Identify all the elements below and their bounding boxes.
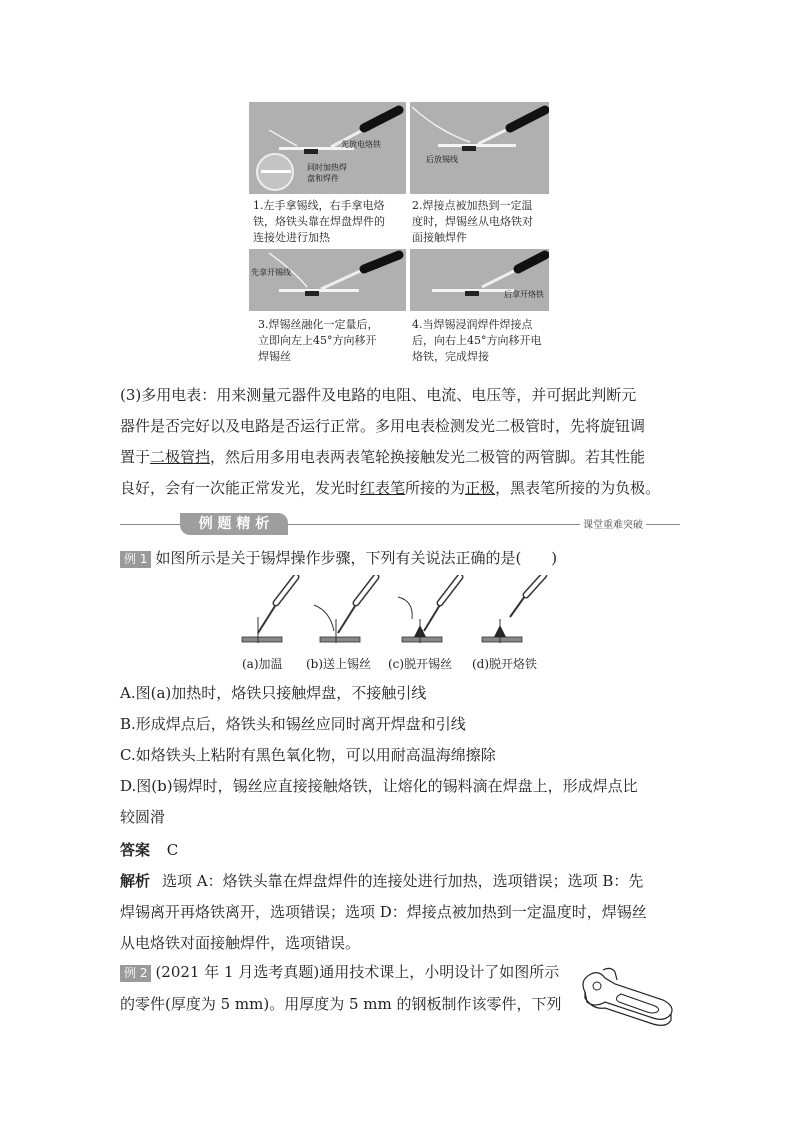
underlined-term: 二极管挡 (150, 448, 211, 466)
section-title-tab (180, 513, 288, 535)
part-drawing (575, 962, 681, 1028)
photo-tag: 盘和焊件 (307, 174, 339, 183)
photo-step-2 (410, 102, 549, 194)
example1-answer (120, 836, 178, 864)
photo-step-4 (410, 249, 549, 311)
section-title: 例 题 精 析 (198, 516, 270, 532)
example1-options (120, 678, 680, 833)
multimeter-paragraph: (3)多用电表：用来测量元器件及电路的电阻、电流、电压等，并可据此判断元 器件是否完好以及电路是否运行正常。多用电表检测发光二极管时，先将旋钮调 置于二极管挡，然后用多用电表两表笔轮换接触发光二极管的两管脚。若其性能 良好，会有一次能正常发光，发光时红表笔所接的为正极，黑表笔所接的为负极。 (120, 386, 661, 497)
option-c: C.如烙铁头上粘附有黑色氧化物，可以用耐高温海绵擦除 (120, 746, 496, 764)
option-d-cont: 较圆滑 (120, 808, 166, 826)
photo-step-3 (249, 249, 406, 311)
photo-tag: 先放电烙铁 (341, 140, 381, 149)
option-b: B.形成焊点后，烙铁头和锡丝应同时离开焊盘和引线 (120, 715, 466, 733)
answer-value: C (166, 841, 179, 859)
drawing-d (482, 575, 544, 643)
example1-question: 例 1 如图所示是关于锡焊操作步骤，下列有关说法正确的是( ) (120, 544, 680, 572)
example-label: 例 2 (120, 965, 151, 982)
fig-label: (c)脱开锡丝 (388, 657, 453, 671)
photo-tag: 后放锡线 (426, 155, 458, 164)
analysis-label: 解析 (120, 872, 151, 890)
section-right-label: 课堂重难突破 (580, 516, 646, 531)
option-d: D.图(b)锡焊时，锡丝应直接接触烙铁，让熔化的锡料滴在焊盘上，形成焊点比 (120, 777, 638, 795)
photo-tag: 先拿开锡线 (251, 268, 291, 277)
caption-step-3: 3.焊锡丝融化一定量后， 立即向左上45°方向移开 焊锡丝 (258, 318, 379, 363)
example1-analysis: 解析 选项 A：烙铁头靠在焊盘焊件的连接处进行加热，选项错误；选项 B：先 焊锡离开再烙铁离开，选项错误；选项 D：焊接点被加热到一定温度时，焊锡丝 从电烙铁对面接触焊件，选项错误。 (120, 872, 647, 952)
example1-figure (238, 575, 568, 673)
fig-label: (b)送上锡丝 (306, 657, 372, 671)
caption-step-2: 2.焊接点被加热到一定温 度时，焊锡丝从电烙铁对 面接触焊件 (412, 199, 533, 244)
drawing-b (314, 577, 376, 643)
underlined-term: 正极 (465, 479, 496, 497)
photo-tag: 同时加热焊 (307, 163, 347, 172)
example2-question: 例 2 (2021 年 1 月选考真题)通用技术课上，小明设计了如图所示 的零件(厚度为 5 mm)。用厚度为 5 mm 的钢板制作该零件，下列 (120, 963, 562, 1013)
caption-step-4: 4.当焊锡浸润焊件焊接点 后，向右上45°方向移开电 烙铁，完成焊接 (412, 318, 542, 363)
caption-step-1: 1.左手拿锡线，右手拿电烙 铁，烙铁头靠在焊盘焊件的 连接处进行加热 (253, 199, 385, 244)
fig-label: (d)脱开烙铁 (472, 657, 538, 671)
drawing-c (398, 577, 460, 643)
underlined-term: 红表笔 (360, 479, 406, 497)
answer-label: 答案 (120, 841, 151, 859)
photo-tag: 后拿开烙铁 (504, 290, 544, 299)
soldering-sequence-drawing (238, 575, 568, 645)
option-a: A.图(a)加热时，烙铁只接触焊盘，不接触引线 (120, 684, 427, 702)
photo-step-1 (249, 102, 406, 194)
fig-label: (a)加温 (242, 657, 283, 671)
drawing-a (242, 577, 296, 643)
example-label: 例 1 (120, 551, 151, 568)
